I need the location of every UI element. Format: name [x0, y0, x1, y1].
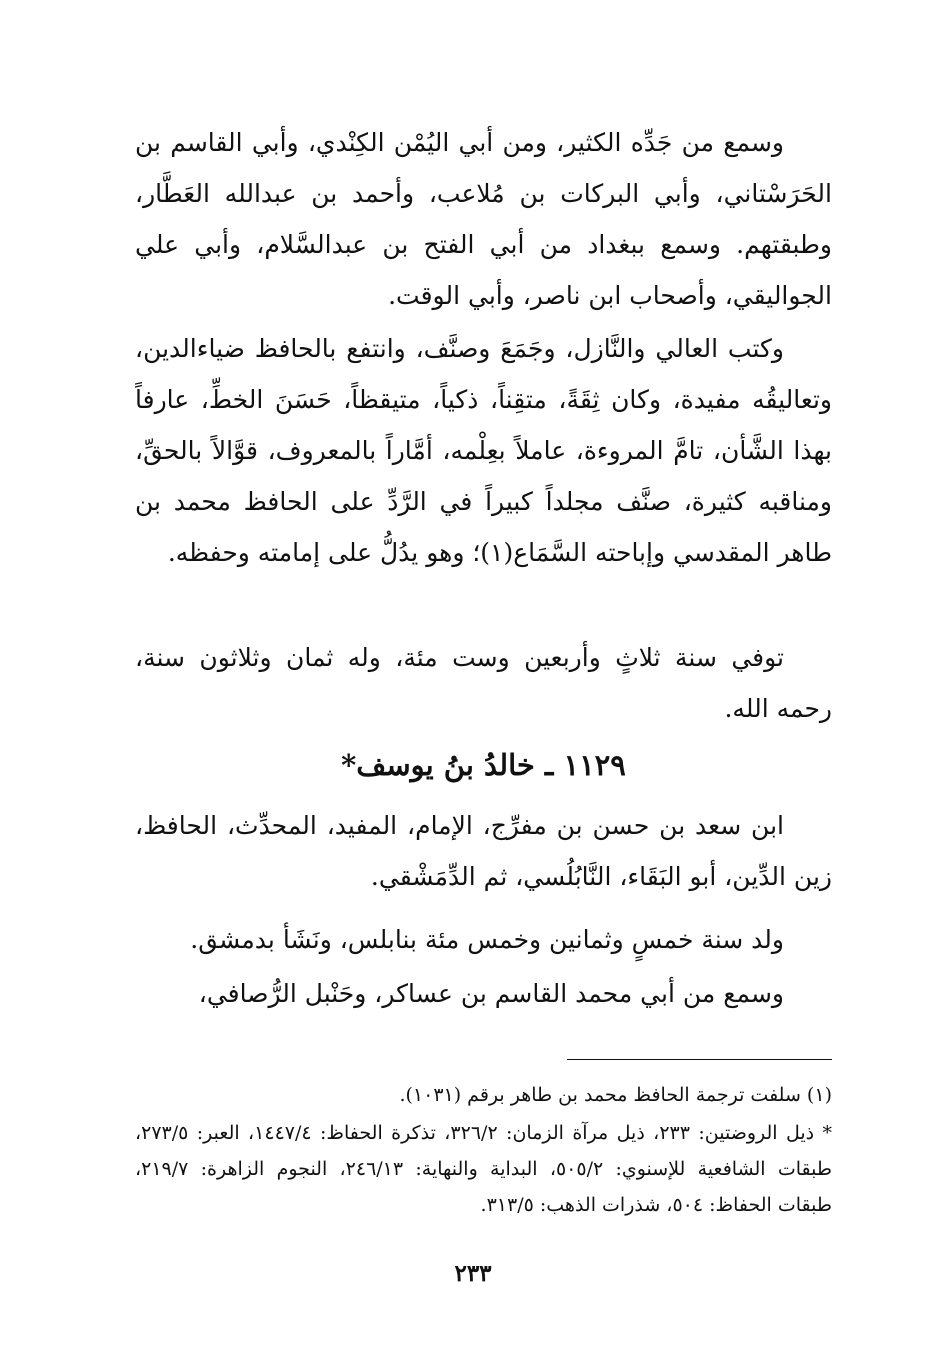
footnote-sources: * ذيل الروضتين: ٢٣٣، ذيل مرآة الزمان: ٣٢٦/٢، تذكرة الحفاظ: ١٤٤٧/٤، العبر: ٢٧٣/٥، طبقات الشافعية للإسنوي: ٥٠٥/٢، البداية والنهاية: ٢٤٦/١٣، النجوم الزاهرة: ٢١٩/٧، طبقات الحفاظ: ٥٠٤، شذرات الذهب: ٣١٣/٥.: [135, 1122, 832, 1216]
page-number: ٢٣٣: [454, 1260, 492, 1287]
footnote-divider: [567, 1059, 832, 1060]
footnote-1: (١) سلفت ترجمة الحافظ محمد بن طاهر برقم (١٠٣١).: [399, 1084, 832, 1106]
body-paragraph-birth: ولد سنة خمسٍ وثمانين وخمس مئة بنابلس، ونَشَأ بدمشق.: [190, 925, 784, 954]
body-paragraph-writings: وكتب العالي والنَّازل، وجَمَعَ وصنَّف، وانتفع بالحافظ ضياءالدين، وتعاليقُه مفيدة، وكان ثِقَةً، متقِناً، ذكياً، متيقظاً، حَسَنَ الخطِّ، عارفاً بهذا الشَّأن، تامَّ المروءة، عاملاً بعِلْمه، أمَّاراً بالمعروف، قوَّالاً بالحقِّ، ومناقبه كثيرة، صنَّف مجلداً كبيراً في الرَّدِّ على الحافظ محمد بن طاهر المقدسي وإباحته السَّمَاع(١)؛ وهو يدُلُّ على إمامته وحفظه.: [135, 334, 832, 567]
body-paragraph-teachers: وسمع من أبي محمد القاسم بن عساكر، وحَنْبل الرُّصافي،: [198, 979, 784, 1008]
body-paragraph-lineage: ابن سعد بن حسن بن مفرِّج، الإمام، المفيد، المحدِّث، الحافظ، زين الدِّين، أبو البَقَاء، النَّابُلُسي، ثم الدِّمَشْقي.: [135, 811, 832, 891]
entry-heading: ١١٢٩ ـ خالدُ بنُ يوسف*: [341, 748, 626, 782]
body-paragraph-hearing: وسمع من جَدِّه الكثير، ومن أبي اليُمْن الكِنْدي، وأبي القاسم بن الحَرَسْتاني، وأبي البركات بن مُلاعب، وأحمد بن عبدالله العَطَّار، وطبقتهم. وسمع ببغداد من أبي الفتح بن عبدالسَّلام، وأبي علي الجواليقي، وأصحاب ابن ناصر، وأبي الوقت.: [135, 128, 832, 310]
body-paragraph-death: توفي سنة ثلاثٍ وأربعين وست مئة، وله ثمان وثلاثون سنة، رحمه الله.: [135, 643, 832, 723]
